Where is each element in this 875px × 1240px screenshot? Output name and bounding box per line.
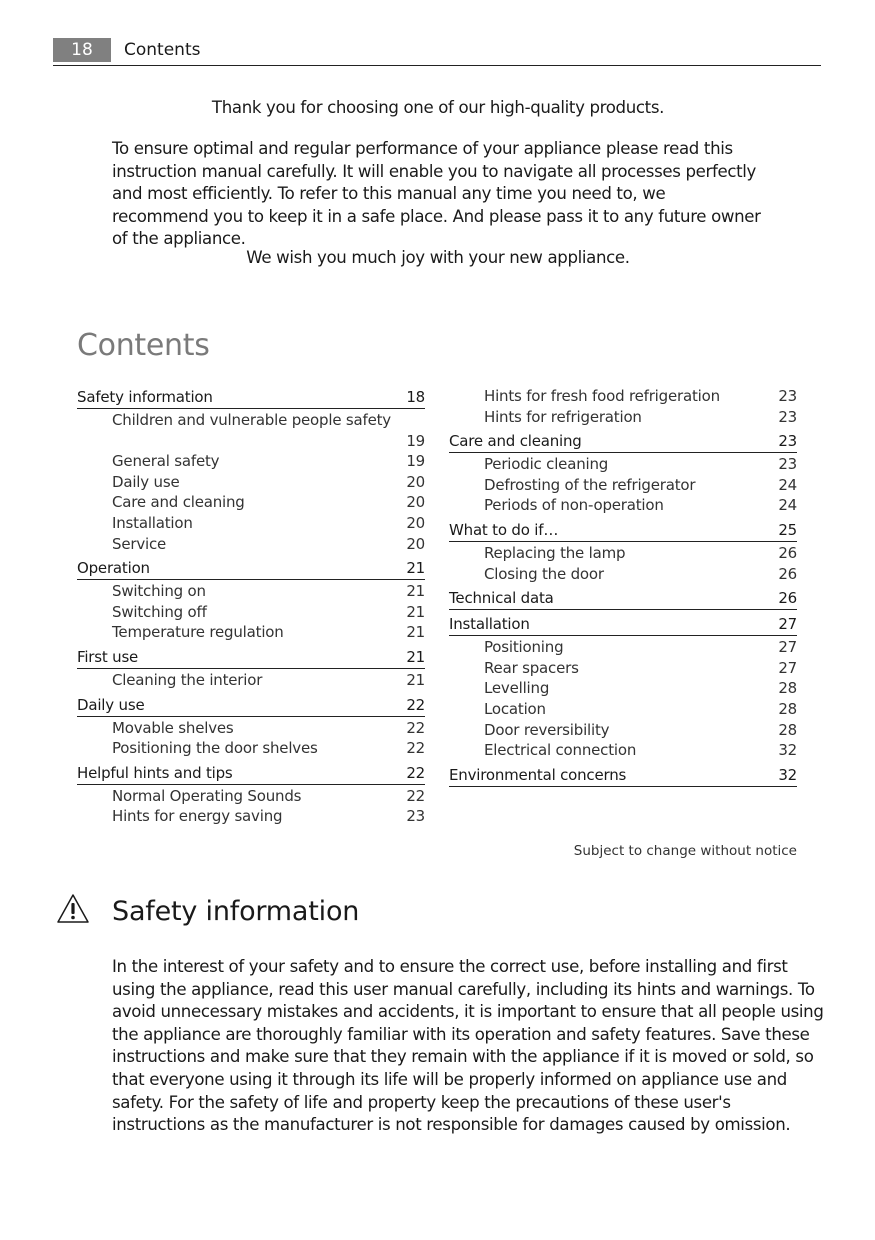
change-notice: Subject to change without notice: [573, 843, 797, 859]
toc-entry-label: Door reversibility: [484, 720, 610, 739]
toc-section-label: Installation: [449, 615, 530, 634]
toc-subentry[interactable]: [484, 637, 797, 658]
toc-entry-page: 23: [778, 387, 797, 405]
toc-entry-page: 21: [406, 623, 425, 642]
toc-subentry[interactable]: [112, 513, 425, 534]
intro-wish: We wish you much joy with your new appliance.: [246, 248, 630, 267]
toc-section[interactable]: [449, 764, 797, 787]
toc-section-label: First use: [77, 647, 139, 666]
toc-section-label: Technical data: [449, 589, 554, 608]
toc-subentry[interactable]: [484, 407, 797, 428]
toc-subentry[interactable]: [484, 699, 797, 720]
toc-subentry[interactable]: [112, 670, 425, 691]
toc-subentries: [77, 410, 425, 554]
toc-subentries: [449, 637, 797, 761]
toc-section[interactable]: [77, 694, 425, 717]
toc-subentry[interactable]: [112, 410, 425, 451]
toc-subentry[interactable]: [484, 454, 797, 475]
toc-subentry[interactable]: [112, 806, 425, 827]
toc-entry-label: Location: [484, 699, 546, 718]
toc-section-page: 26: [778, 589, 797, 608]
toc-subentry[interactable]: [484, 564, 797, 585]
toc-subentry[interactable]: [112, 786, 425, 807]
toc-entry-label: General safety: [112, 452, 220, 471]
toc-section[interactable]: [449, 430, 797, 453]
toc-entry-page: 20: [406, 472, 425, 491]
toc-section-label: Care and cleaning: [449, 432, 582, 451]
toc-section-page: 21: [406, 559, 425, 578]
toc-section-label: Environmental concerns: [449, 765, 627, 784]
toc-entry-page: 27: [778, 658, 797, 677]
running-header: Contents: [124, 40, 201, 60]
toc-subentry[interactable]: [484, 740, 797, 761]
toc-entry-page: 32: [778, 741, 797, 760]
toc-section[interactable]: [449, 613, 797, 636]
warning-triangle-icon: [56, 893, 90, 929]
toc-subentries: [77, 718, 425, 759]
toc-section-page: 32: [778, 765, 797, 784]
toc-entry-label: Positioning the door shelves: [112, 739, 318, 758]
toc-entry-label: Electrical connection: [484, 741, 637, 760]
toc-entry-label: Cleaning the interior: [112, 670, 263, 689]
toc-right-column: [449, 386, 797, 787]
toc-subentries: [449, 454, 797, 516]
toc-subentry[interactable]: [112, 451, 425, 472]
toc-entry-label: Normal Operating Sounds: [112, 786, 302, 805]
section-title: Safety information: [112, 896, 360, 927]
toc-section[interactable]: [77, 646, 425, 669]
toc-entry-page: 23: [778, 455, 797, 474]
toc-subentries: [449, 543, 797, 584]
toc-section-page: 27: [778, 615, 797, 634]
toc-subentry[interactable]: [112, 534, 425, 555]
toc-section-label: Helpful hints and tips: [77, 763, 233, 782]
toc-entry-page: 24: [778, 475, 797, 494]
toc-entry-page: 19: [406, 431, 425, 450]
toc-entry-label: Periods of non-operation: [484, 496, 664, 515]
toc-section-page: 22: [406, 763, 425, 782]
toc-entry-label: Care and cleaning: [112, 493, 245, 512]
toc-subentries: [77, 581, 425, 643]
toc-section-page: 22: [406, 695, 425, 714]
toc-subentry[interactable]: [484, 658, 797, 679]
toc-entry-label: Hints for fresh food refrigeration: [484, 387, 720, 405]
toc-entry-label: Daily use: [112, 472, 180, 491]
toc-section[interactable]: [449, 519, 797, 542]
toc-section-label: What to do if…: [449, 520, 559, 539]
toc-left-column: [77, 386, 425, 827]
toc-entry-label: Service: [112, 534, 167, 553]
toc-entry-page: 19: [406, 452, 425, 471]
toc-subentry[interactable]: [112, 472, 425, 493]
toc-entry-label: Hints for energy saving: [112, 807, 283, 826]
toc-entry-page: 24: [778, 496, 797, 515]
toc-entry-page: 26: [778, 564, 797, 583]
toc-subentry[interactable]: [112, 622, 425, 643]
toc-entry-label: Defrosting of the refrigerator: [484, 475, 696, 494]
header-rule: [53, 65, 821, 66]
toc-entry-page: 27: [778, 638, 797, 657]
safety-paragraph: In the interest of your safety and to ensure the correct use, before installing and first using the appliance, read this user manual carefully, including its hints and warnings. To avoid unnecessary mistakes and accidents, it is important to ensure that all people using the appliance are thoroughly familiar with its operation and safety features. Save these instructions and make sure that they remain with the appliance if it is moved or sold, so that everyone using it through its life will be properly informed on appliance use and safety. For the safety of life and property keep the precautions of these user's instructions as the manufacturer is not responsible for damages caused by omission.: [112, 957, 824, 1135]
intro-thanks: Thank you for choosing one of our high-quality products.: [211, 98, 665, 117]
toc-subentry[interactable]: [112, 602, 425, 623]
toc-entry-page: 20: [406, 513, 425, 532]
toc-entry-page: 28: [778, 720, 797, 739]
page-number: 18: [53, 38, 111, 62]
toc-section-page: 23: [778, 432, 797, 451]
toc-section[interactable]: [77, 386, 425, 409]
toc-subentry[interactable]: [112, 492, 425, 513]
toc-subentry[interactable]: [484, 543, 797, 564]
toc-section-label: Daily use: [77, 695, 145, 714]
toc-subentries: [77, 786, 425, 827]
toc-entry-page: 28: [778, 679, 797, 698]
toc-entry-page: 22: [406, 718, 425, 737]
toc-entry-page: 21: [406, 602, 425, 621]
toc-subentry[interactable]: [484, 475, 797, 496]
toc-section-page: 21: [406, 647, 425, 666]
toc-entry-page: 23: [406, 807, 425, 826]
toc-subentry[interactable]: [484, 720, 797, 741]
toc-entry-page: 26: [778, 543, 797, 562]
toc-entry-label: Hints for refrigeration: [484, 407, 642, 426]
toc-entry-page: 28: [778, 699, 797, 718]
toc-entry-page: 22: [406, 786, 425, 805]
toc-entry-page: 22: [406, 739, 425, 758]
toc-entry-label: Children and vulnerable people safety: [112, 411, 391, 429]
contents-title: Contents: [77, 328, 210, 363]
toc-entry-label: Replacing the lamp: [484, 543, 626, 562]
toc-section[interactable]: [77, 557, 425, 580]
toc-entry-label: Switching off: [112, 602, 207, 621]
toc-subentry[interactable]: [112, 581, 425, 602]
toc-entry-page: 20: [406, 534, 425, 553]
toc-subentry[interactable]: [484, 386, 797, 407]
toc-subentries: [449, 386, 797, 427]
toc-entry-label: Positioning: [484, 638, 564, 657]
toc-entry-page: 23: [778, 407, 797, 426]
toc-section-label: Operation: [77, 559, 150, 578]
toc-entry-label: Switching on: [112, 582, 206, 601]
toc-section[interactable]: [449, 587, 797, 610]
toc-entry-label: Rear spacers: [484, 658, 579, 677]
toc-section-page: 18: [406, 388, 425, 406]
toc-entry-label: Installation: [112, 513, 193, 532]
toc-subentries: [77, 670, 425, 691]
toc-entry-page: 20: [406, 493, 425, 512]
toc-section[interactable]: [77, 762, 425, 785]
toc-subentry[interactable]: [112, 738, 425, 759]
toc-entry-label: Movable shelves: [112, 718, 234, 737]
toc-entry-label: Closing the door: [484, 564, 604, 583]
toc-entry-label: Levelling: [484, 679, 550, 698]
toc-subentry[interactable]: [484, 678, 797, 699]
toc-entry-page: 21: [406, 582, 425, 601]
toc-subentry[interactable]: [112, 718, 425, 739]
toc-entry-page: 21: [406, 670, 425, 689]
toc-subentry[interactable]: [484, 495, 797, 516]
toc-section-label: Safety information: [77, 388, 213, 406]
toc-entry-label: Temperature regulation: [112, 623, 284, 642]
toc-section-page: 25: [778, 520, 797, 539]
intro-paragraph: To ensure optimal and regular performance of your appliance please read this instruction manual carefully. It will enable you to navigate all processes perfectly and most efficiently. To refer to this manual any time you need to, we recommend you to keep it in a safe place. And please pass it to any future owner of the appliance.: [112, 139, 761, 248]
toc-entry-label: Periodic cleaning: [484, 455, 609, 474]
